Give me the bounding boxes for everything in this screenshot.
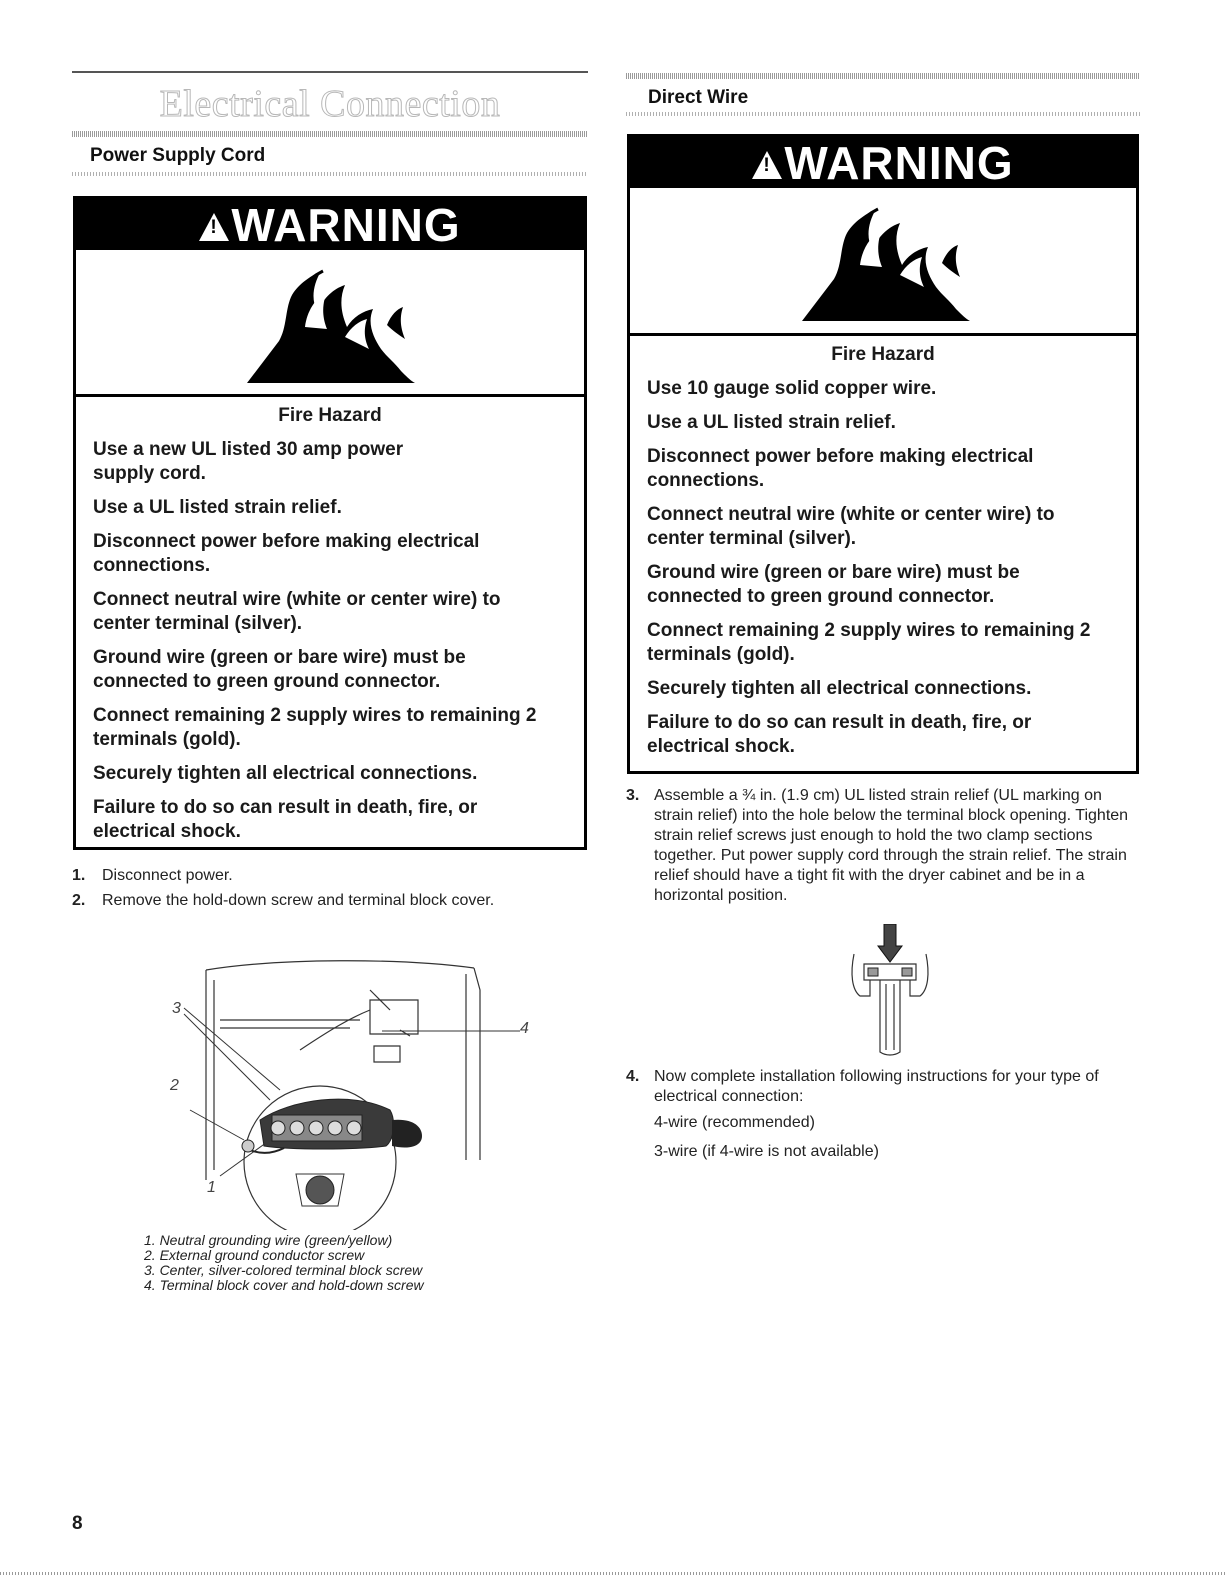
page-title: Electrical Connection <box>159 83 501 125</box>
warning-line: Ground wire (green or bare wire) must be connected to green ground connector. <box>93 647 466 692</box>
step-text: Disconnect power. <box>102 867 233 884</box>
terminal-block-illustration <box>160 950 540 1230</box>
warning-line: Securely tighten all electrical connections. <box>93 763 478 784</box>
step-number: 2. <box>72 892 86 909</box>
step-text: Now complete installation following instructions for your type of electrical connection: <box>654 1068 1099 1105</box>
section-underline-left <box>72 172 588 176</box>
warning-bar <box>630 137 1136 188</box>
warning-line: Disconnect power before making electrical connections. <box>93 531 480 576</box>
warning-line: Disconnect power before making electrical connections. <box>647 446 1034 491</box>
section-rule-left <box>72 131 588 137</box>
hazard-title: Fire Hazard <box>278 405 382 426</box>
figure-callout-4: 4 <box>520 1020 529 1037</box>
figure-callout-3: 3 <box>172 1000 181 1017</box>
warning-signal-word: WARNING <box>784 137 1014 189</box>
section-title-power-supply-cord: Power Supply Cord <box>90 145 266 166</box>
bottom-edge-rule <box>0 1572 1225 1575</box>
warning-line: Use a UL listed strain relief. <box>647 412 896 433</box>
page-number: 8 <box>72 1513 83 1534</box>
warning-line: Connect neutral wire (white or center wire) to center terminal (silver). <box>93 589 501 634</box>
alert-triangle-icon <box>199 213 229 241</box>
warning-line: Use 10 gauge solid copper wire. <box>647 378 937 399</box>
step-number: 4. <box>626 1068 640 1085</box>
wire-option-3-wire: 3-wire (if 4-wire is not available) <box>654 1143 879 1160</box>
alert-triangle-icon <box>752 151 782 179</box>
wire-option-4-wire: 4-wire (recommended) <box>654 1114 815 1131</box>
warning-line: Connect neutral wire (white or center wire) to center terminal (silver). <box>647 504 1055 549</box>
warning-line: Securely tighten all electrical connections. <box>647 678 1032 699</box>
top-rule-left <box>72 71 588 73</box>
warning-lines <box>647 377 1097 769</box>
strain-relief-illustration <box>840 924 940 1060</box>
figure-callout-1: 1 <box>207 1179 216 1196</box>
fire-hazard-icon <box>241 267 421 385</box>
hazard-title: Fire Hazard <box>831 344 935 365</box>
warning-divider <box>630 333 1136 336</box>
warning-line: Connect remaining 2 supply wires to remaining 2 terminals (gold). <box>93 705 537 750</box>
figure-captions <box>144 1233 544 1293</box>
warning-line: Failure to do so can result in death, fire, or electrical shock. <box>93 797 478 842</box>
caption-item: 2. External ground conductor screw <box>144 1247 365 1263</box>
warning-line: Failure to do so can result in death, fire, or electrical shock. <box>647 712 1032 757</box>
warning-lines <box>93 438 543 854</box>
step-number: 1. <box>72 867 86 884</box>
fire-hazard-icon <box>796 205 976 323</box>
caption-item: 4. Terminal block cover and hold-down screw <box>144 1277 424 1293</box>
warning-line: Ground wire (green or bare wire) must be connected to green ground connector. <box>647 562 1020 607</box>
step-number: 3. <box>626 787 640 804</box>
caption-item: 3. Center, silver-colored terminal block screw <box>144 1262 423 1278</box>
step-text: Remove the hold-down screw and terminal block cover. <box>102 892 495 909</box>
warning-line: Use a UL listed strain relief. <box>93 497 342 518</box>
warning-line: Connect remaining 2 supply wires to remaining 2 terminals (gold). <box>647 620 1091 665</box>
warning-line: Use a new UL listed 30 amp power supply cord. <box>93 439 404 484</box>
caption-item: 1. Neutral grounding wire (green/yellow) <box>144 1232 393 1248</box>
warning-divider <box>76 394 584 397</box>
step-text: Assemble a ¾ in. (1.9 cm) UL listed strain relief (UL marking on strain relief) into the hole below the terminal block opening. Tighten strain relief screws just enough to hold the two clamp sections together. Put power supply cord through the strain relief. The strain relief should have a tight fit with the dryer cabinet and be in a horizontal position. <box>654 787 1129 904</box>
figure-callout-2: 2 <box>170 1077 179 1094</box>
section-underline-right <box>626 112 1140 116</box>
section-title-direct-wire: Direct Wire <box>648 87 749 108</box>
warning-box-direct-wire <box>627 134 1139 774</box>
warning-signal-word: WARNING <box>231 199 461 251</box>
warning-box-power-supply-cord <box>73 196 587 850</box>
section-rule-right <box>626 73 1140 79</box>
warning-bar <box>76 199 584 250</box>
